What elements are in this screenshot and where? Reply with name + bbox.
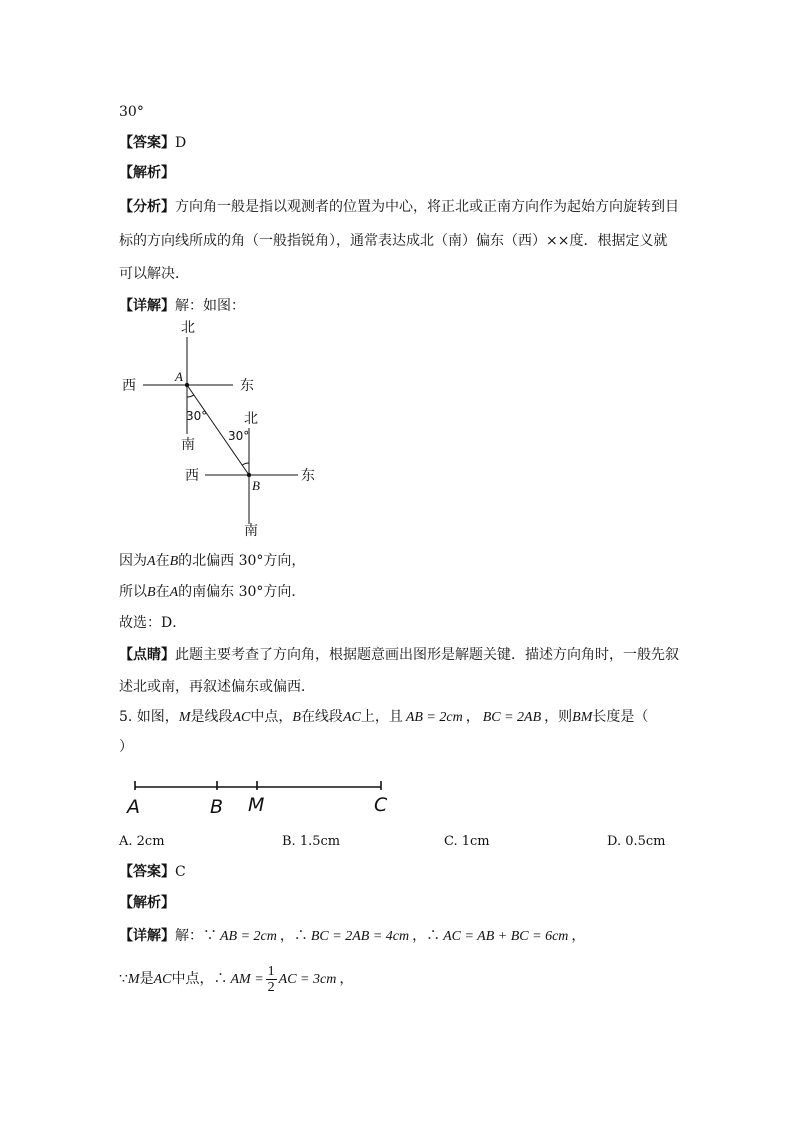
q5-text: ， xyxy=(465,709,480,725)
var-BM: BM xyxy=(572,710,593,725)
label-west-1: 西 xyxy=(122,378,136,394)
fenxi-text-1: 方向角一般是指以观测者的位置为中心，将正北或正南方向作为起始方向旋转到目 xyxy=(175,199,679,215)
var-AC: AC xyxy=(342,710,361,725)
because-text-2: 在 xyxy=(155,553,170,569)
so-text-1: 所以 xyxy=(119,584,147,600)
var-M: M xyxy=(178,710,191,725)
option-b[interactable]: B. 1.5cm xyxy=(282,834,341,849)
so-text-2: 在 xyxy=(155,584,170,600)
q5-text: 是线段 xyxy=(190,709,233,725)
q5-detail-sep: ，∴ xyxy=(412,928,441,944)
xiangjie-line xyxy=(119,296,245,316)
q5-detail-text: 是 xyxy=(139,971,154,987)
because-line xyxy=(119,551,305,572)
q5-text: 长度是（ xyxy=(592,709,649,725)
var-AC: AC xyxy=(153,972,172,987)
direction-angle-diagram xyxy=(118,318,338,543)
segment-diagram xyxy=(118,778,408,828)
q5-detail-tag: 【详解】 xyxy=(119,928,175,944)
angle-arc-A xyxy=(187,395,194,397)
dianjing-line-1 xyxy=(119,645,679,665)
q5-detail-eq-3: AC = AB + BC = 6cm xyxy=(443,929,569,944)
q5-detail-eq-2: BC = 2AB = 4cm xyxy=(310,929,410,944)
answer-line xyxy=(119,133,186,153)
q5-answer-line xyxy=(119,862,186,882)
option-d[interactable]: D. 0.5cm xyxy=(607,834,666,849)
q5-detail-line-2 xyxy=(119,962,353,997)
label-east-2: 东 xyxy=(301,468,315,484)
fenxi-line-3: 可以解决． xyxy=(119,266,189,282)
xiangjie-tag: 【详解】 xyxy=(119,298,175,314)
so-text-3: 的南偏东 30°方向． xyxy=(178,584,306,600)
point-A-dot xyxy=(185,383,189,387)
option-c[interactable]: C. 1cm xyxy=(444,834,490,849)
fraction-numerator: 1 xyxy=(267,963,275,979)
var-B: B xyxy=(292,710,301,725)
label-C: C xyxy=(374,794,388,816)
dianjing-line-2: 述北或南，再叙述偏东或偏西． xyxy=(119,679,315,695)
q5-analysis-tag: 【解析】 xyxy=(119,895,175,911)
guxuan-line: 故选：D． xyxy=(119,615,187,631)
q5-detail-eq-1: AB = 2cm xyxy=(220,929,277,944)
text-30deg: 30° xyxy=(119,104,144,120)
label-south-2: 南 xyxy=(244,523,258,539)
option-a[interactable]: A. 2cm xyxy=(119,834,165,849)
q5-detail-sep: ，∴ xyxy=(279,928,308,944)
label-point-B: B xyxy=(252,478,260,493)
label-point-A: A xyxy=(175,369,183,384)
fenxi-line-1 xyxy=(119,197,679,217)
analysis-tag: 【解析】 xyxy=(119,165,175,181)
fenxi-tag: 【分析】 xyxy=(119,199,175,215)
q5-number: 5. 如图， xyxy=(119,709,179,725)
label-M: M xyxy=(248,794,265,816)
answer-tag: 【答案】 xyxy=(119,135,175,151)
var-A: A xyxy=(169,585,179,600)
var-A: A xyxy=(147,554,156,569)
fenxi-line-2: 标的方向线所成的角（一般指锐角），通常表达成北（南）偏东（西）××度．根据定义就 xyxy=(119,233,668,249)
q5-detail-text: 解：∵ xyxy=(175,928,217,944)
q5-detail-eq-right: AC = 3cm xyxy=(278,972,337,987)
angle-arc-B xyxy=(242,463,249,465)
xiangjie-text: 解：如图： xyxy=(175,298,245,314)
because-text-3: 的北偏西 30°方向， xyxy=(178,553,306,569)
answer-value: D xyxy=(175,135,187,151)
so-line xyxy=(119,582,305,603)
q5-detail-text: ∵ xyxy=(119,971,128,987)
var-AC: AC xyxy=(232,710,251,725)
var-M: M xyxy=(127,972,140,987)
label-angle-30-A: 30° xyxy=(186,409,208,423)
label-south-1: 南 xyxy=(181,437,195,453)
label-angle-30-B: 30° xyxy=(228,429,250,443)
q5-equation-2: BC = 2AB xyxy=(482,710,542,725)
q5-answer-tag: 【答案】 xyxy=(119,864,175,880)
q5-text: ，则 xyxy=(544,709,573,725)
because-text-1: 因为 xyxy=(119,553,147,569)
q5-detail-text: 中点，∴ xyxy=(171,971,228,987)
q5-answer-value: C xyxy=(175,864,186,880)
point-B-dot xyxy=(247,473,251,477)
label-B: B xyxy=(210,796,224,818)
label-north-1: 北 xyxy=(181,320,195,336)
q5-detail-sep: ， xyxy=(571,928,586,944)
q5-text: 在线段 xyxy=(300,709,343,725)
dianjing-tag: 【点睛】 xyxy=(119,647,175,663)
label-north-2: 北 xyxy=(244,411,258,427)
q5-detail-line-1 xyxy=(119,926,585,947)
label-A: A xyxy=(127,796,140,818)
q5-text: 上，且 xyxy=(360,709,403,725)
q5-text: 中点， xyxy=(250,709,293,725)
var-B: B xyxy=(169,554,179,569)
label-east-1: 东 xyxy=(240,378,254,394)
q5-detail-eq-left: AM = xyxy=(230,972,264,987)
label-west-2: 西 xyxy=(185,468,199,484)
fraction-one-half xyxy=(266,964,277,995)
q5-stem-line-2: ） xyxy=(119,739,133,755)
q5-detail-end: ， xyxy=(339,971,354,987)
var-B: B xyxy=(147,585,156,600)
q5-equation-1: AB = 2cm xyxy=(405,710,463,725)
fraction-denominator: 2 xyxy=(267,979,275,995)
dianjing-text-1: 此题主要考查了方向角，根据题意画出图形是解题关键．描述方向角时，一般先叙 xyxy=(175,647,679,663)
q5-stem-line-1 xyxy=(119,707,648,728)
